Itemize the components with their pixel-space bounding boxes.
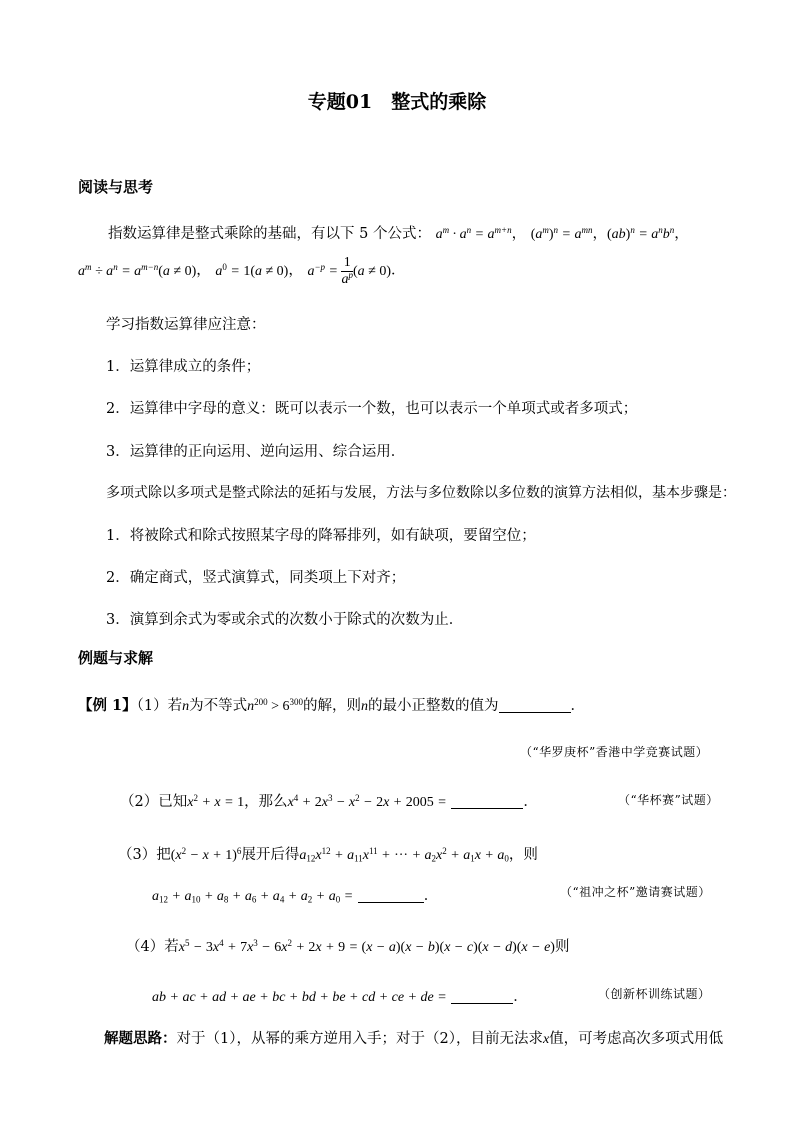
section-heading-examples: 例题与求解	[78, 649, 154, 667]
text: ，那么	[244, 794, 288, 810]
text: （1）若	[136, 698, 183, 714]
note-item-3: 3．运算律的正向运用、逆向运用、综合运用．	[106, 444, 406, 460]
source-citation-2: （“华杯赛”试题）	[618, 793, 719, 807]
formula-line-2: $a^m \div a^n = a^{m-n}(a \ne 0)$， $a^0 = 1(a \ne 0)$， $a^{-p}$ = $\frac{1}{a^p}$ (a ≠ 0)．	[78, 255, 406, 287]
text: 展开后得	[241, 847, 300, 863]
step-item-3: 3．演算到余式为零或余式的次数小于除式的次数为止．	[106, 612, 464, 628]
note-heading: 学习指数运算律应注意：	[106, 317, 266, 333]
formula-power-rule: $(a^m)^n = a^{mn}$	[530, 225, 593, 242]
note-item-2: 2．运算律中字母的意义：既可以表示一个数，也可以表示一个单项式或者多项式；	[106, 401, 638, 417]
example-1-part-4-sum: ab + ac + ad + ae + bc + bd + be + cd + ce + de = ．	[152, 989, 528, 1005]
text: 的解，则	[303, 698, 362, 714]
hint-label: 解题思路：	[104, 1030, 177, 1047]
source-citation-4: （创新杯训练试题）	[598, 987, 711, 1001]
text: （4）若	[126, 939, 179, 955]
text: ．	[570, 698, 586, 714]
intro-text: 指数运算律是整式乘除的基础，有以下 5 个公式：	[108, 226, 431, 242]
formula-quotient-rule: $a^m \div a^n = a^{m-n}(a \ne 0)$	[78, 261, 197, 279]
example-1-part-2: （2）已知$x^2 + x = 1$，那么$x^4 + 2x^3 - x^2 - 2x + 2005$ = ．	[120, 793, 538, 810]
text: 值，可考虑高次多项式用低	[549, 1031, 724, 1047]
formula-negative-exponent: $a^{-p}$ = $\frac{1}{a^p}$ (a ≠ 0)	[307, 255, 392, 287]
answer-blank[interactable]	[451, 794, 523, 809]
example-1-part-4: （4）若$x^5 - 3x^4 + 7x^3 - 6x^2 + 2x + 9 = (x - a)(x - b)(x - c)(x - d)(x - e)$则	[126, 938, 570, 955]
answer-blank[interactable]	[358, 888, 424, 903]
text: （2）已知	[120, 794, 188, 810]
formula-product-rule: $a^m \cdot a^n = a^{m+n}$	[435, 225, 512, 242]
text: 则	[554, 939, 570, 955]
step-item-2: 2．确定商式，竖式演算式，同类项上下对齐；	[106, 570, 406, 586]
formula-line-1: 指数运算律是整式乘除的基础，有以下 5 个公式： $a^m \cdot a^n = a^{m+n}$， $(a^m)^n = a^{mn}$，$(ab)^n = a^nb^n$，	[108, 225, 689, 242]
page-title: 专题01 整式的乘除	[307, 91, 487, 113]
poly-intro: 多项式除以多项式是整式除法的延拓与发展，方法与多位数除以多位数的演算方法相似，基本步骤是：	[106, 485, 736, 501]
source-citation-1: （“华罗庚杯”香港中学竞赛试题）	[520, 745, 709, 759]
formula-zero-exponent: $a^0 = 1(a \ne 0)$	[215, 261, 289, 279]
example-1-part-3-sum: $a_{12} + a_{10} + a_8 + a_6 + a_4 + a_2 + a_0$ = ．	[152, 888, 439, 905]
step-item-1: 1．将被除式和除式按照某字母的降幂排列，如有缺项，要留空位；	[106, 528, 536, 544]
text: ．	[513, 989, 528, 1005]
answer-blank[interactable]	[451, 989, 513, 1004]
text: 对于（1），从幂的乘方逆用入手；对于（2），目前无法求	[176, 1031, 543, 1047]
text: 的最小正整数的值为	[368, 698, 499, 714]
text: ，则	[508, 847, 538, 863]
answer-blank[interactable]	[499, 698, 571, 713]
note-item-1: 1．运算律成立的条件；	[106, 359, 261, 375]
text: （3）把	[118, 847, 171, 863]
source-citation-3: （“祖冲之杯”邀请赛试题）	[560, 885, 711, 899]
section-heading-reading: 阅读与思考	[78, 178, 154, 196]
formula-product-power-rule: $(ab)^n = a^nb^n$	[607, 225, 675, 242]
text: 为不等式	[189, 698, 248, 714]
example-1-part-3: （3）把$(x^2 - x + 1)^6$展开后得$a_{12}x^{12} + a_{11}x^{11}$ + ··· + $a_2x^2 + a_1x + a_0$，则	[118, 846, 538, 864]
example-1-part-1: 【例 1】（1）若n为不等式$n^{200} > 6^{300}$的解，则n的最小正整数的值为 ．	[78, 697, 586, 714]
text: ．	[423, 888, 439, 904]
text: ．	[523, 794, 538, 810]
solution-hint: 解题思路：对于（1），从幂的乘方逆用入手；对于（2），目前无法求x值，可考虑高次多项式用低	[104, 1030, 724, 1047]
example-label: 【例 1】	[78, 697, 137, 714]
